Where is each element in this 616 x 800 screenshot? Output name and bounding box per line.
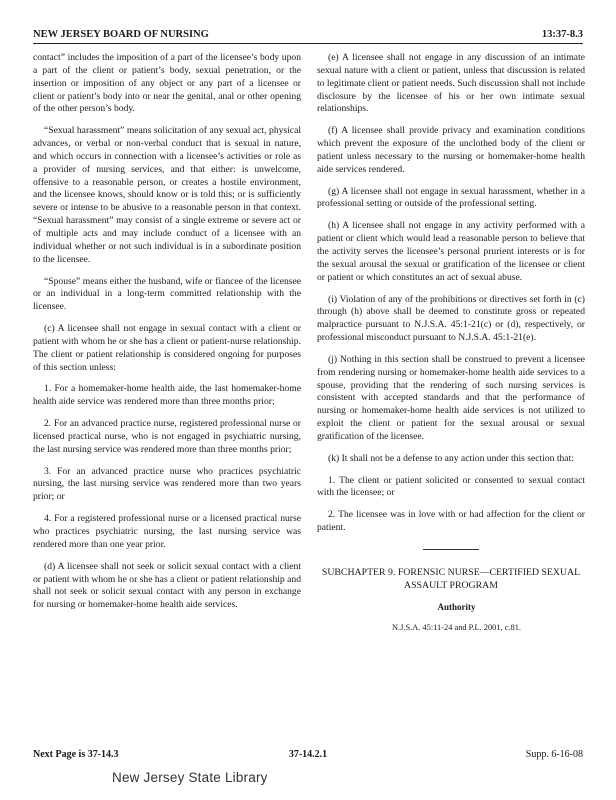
list-item: 2. For an advanced practice nurse, registered professional nurse or licensed practical nurse, who is not engaged in psychiatric nursing, the last nursing service was rendered more than three months prior; (33, 418, 301, 455)
list-item: 1. The client or patient solicited or consented to sexual contact with the licensee; or (317, 474, 585, 499)
page-footer (33, 749, 583, 760)
header-title: NEW JERSEY BOARD OF NURSING (33, 29, 209, 40)
paragraph: (h) A licensee shall not engage in any activity performed with a patient or client which would lead a reasonable person to believe that the activity serves the licensee’s personal prurient interests or is for the sexual arousal the sexual or gratification of the licensee or client or patient or which constitutes an act of sexual abuse. (317, 220, 585, 283)
paragraph: (g) A licensee shall not engage in sexual harassment, whether in a professional setting or outside of the professional setting. (317, 185, 585, 210)
left-column (33, 52, 301, 621)
list-item: 1. For a homemaker-home health aide, the last homemaker-home health aide service was rendered more than three months prior; (33, 383, 301, 408)
header-rule (33, 43, 583, 44)
paragraph: (f) A licensee shall provide privacy and examination conditions which prevent the exposure of the unclothed body of the client or patient unless necessary to the nursing or homemaker-home health aide services rendered. (317, 125, 585, 175)
page-number: 37-14.2.1 (288, 749, 328, 760)
section-separator (423, 549, 479, 550)
paragraph: “Spouse” means either the husband, wife or fiancee of the licensee or an individual in a long-term committed relationship with the licensee. (33, 275, 301, 313)
list-item: 3. For an advanced practice nurse who practices psychiatric nursing, the last nursing service was rendered more than two years prior; or (33, 465, 301, 503)
list-item: 4. For a registered professional nurse or a licensed practical nurse who practices psychiatric nursing, the last nursing service was rendered more than one year prior. (33, 513, 301, 550)
authority-heading: Authority (437, 602, 476, 613)
authority-citation: N.J.S.A. 45:11-24 and P.L. 2001, c.81. (391, 623, 522, 633)
paragraph: “Sexual harassment” means solicitation of any sexual act, physical advances, or verbal or non-verbal conduct that is sexual in nature, and which occurs in connection with a licensee’s activities or role as a provider of nursing services, and that either: is unwelcome, offensive to a reasonable person, or creates a hostile environment, and the licensee knows, should know or is told this; or is sufficiently severe or intense to be abusive to a reasonable person in that context. “Sexual harassment” may consist of a single extreme or severe act or of multiple acts and may include conduct of a licensee with an individual whether or not such individual is in a subordinate position to the licensee. (33, 125, 301, 265)
running-header (33, 24, 583, 40)
supplement-date: Supp. 6-16-08 (525, 749, 583, 760)
list-item: 2. The licensee was in love with or had affection for the client or patient. (317, 509, 585, 534)
paragraph: (d) A licensee shall not seek or solicit sexual contact with a client or patient with whom he or she has a client or patient relationship and shall not seek or solicit sexual contact with any person in exchange for nursing or homemaker-home health aide services. (33, 560, 301, 611)
right-column (317, 52, 585, 643)
library-stamp: New Jersey State Library (112, 770, 268, 785)
header-section-number: 13:37-8.3 (541, 29, 583, 40)
next-page-note: Next Page is 37-14.3 (33, 749, 119, 760)
paragraph: (c) A licensee shall not engage in sexual contact with a client or patient with whom he or she has a client or patient-nurse relationship. The client or patient relationship is considered ongoing for purposes of this section unless: (33, 323, 301, 373)
paragraph: (e) A licensee shall not engage in any discussion of an intimate sexual nature with a client or patient, unless that discussion is related to legitimate client or patient needs. Such discussion shall not include disclosure by the licensee of his or her own intimate sexual relationships. (317, 52, 585, 115)
paragraph: (i) Violation of any of the prohibitions or directives set forth in (c) through (h) above shall be deemed to constitute gross or repeated malpractice pursuant to N.J.S.A. 45:1-21(c) or (d), respectively, or professional misconduct pursuant to N.J.S.A. 45:1-21(e). (317, 293, 585, 344)
paragraph: contact” includes the imposition of a part of the licensee’s body upon a part of the client or patient’s body, sexual penetration, or the insertion or imposition of any object or any part of a licensee or client or patient’s body into or near the genital, anal or other opening of the other person’s body. (33, 52, 301, 115)
paragraph: (k) It shall not be a defense to any action under this section that: (328, 452, 574, 464)
subchapter-title: SUBCHAPTER 9. FORENSIC NURSE—CERTIFIED SEXUAL ASSAULT PROGRAM (321, 567, 581, 592)
paragraph: (j) Nothing in this section shall be construed to prevent a licensee from rendering nursing or homemaker-home health aide services to a spouse, providing that the rendering of such nursing services is consistent with accepted standards and that the performance of nursing or homemaker-home health aide services is not utilized to exploit the client or patient for the sexual arousal or sexual gratification of the licensee. (317, 353, 585, 442)
